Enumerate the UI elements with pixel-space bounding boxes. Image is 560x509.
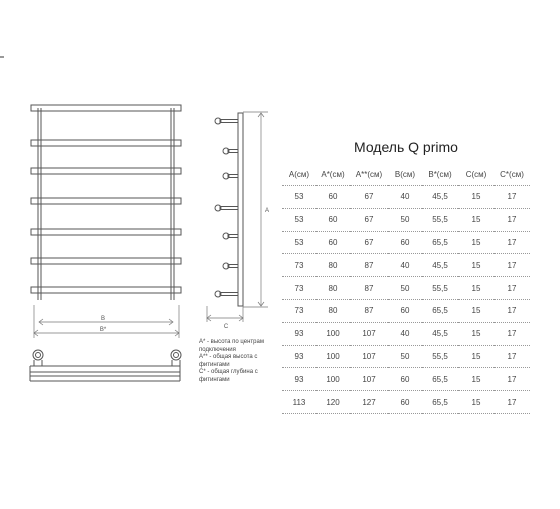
table-cell: 53 <box>282 186 316 209</box>
header-a: A(см) <box>282 163 316 186</box>
rung-6 <box>31 258 181 264</box>
table-cell: 17 <box>494 231 530 254</box>
table-row <box>282 391 530 414</box>
table-cell: 15 <box>458 208 494 231</box>
table-cell: 60 <box>388 299 422 322</box>
side-view <box>215 113 243 306</box>
table-cell: 53 <box>282 231 316 254</box>
table-cell: 60 <box>316 186 350 209</box>
table-cell: 67 <box>350 208 388 231</box>
table-cell: 17 <box>494 186 530 209</box>
table-row <box>282 277 530 300</box>
top-right-fitting <box>171 350 181 360</box>
table-cell: 67 <box>350 231 388 254</box>
table-cell: 80 <box>316 299 350 322</box>
table-cell: 15 <box>458 345 494 368</box>
rung-1 <box>31 105 181 111</box>
table-cell: 17 <box>494 277 530 300</box>
table-cell: 17 <box>494 299 530 322</box>
table-header-row <box>282 163 530 186</box>
dimension-b <box>34 305 179 338</box>
spec-table <box>282 163 530 414</box>
table-cell: 55,5 <box>422 345 458 368</box>
table-cell: 50 <box>388 208 422 231</box>
table-cell: 107 <box>350 345 388 368</box>
table-row <box>282 186 530 209</box>
table-cell: 15 <box>458 391 494 414</box>
table-cell: 93 <box>282 368 316 391</box>
table-cell: 45,5 <box>422 322 458 345</box>
table-cell: 100 <box>316 322 350 345</box>
side-fitting-3 <box>223 173 238 179</box>
table-cell: 113 <box>282 391 316 414</box>
table-cell: 40 <box>388 186 422 209</box>
table-cell: 40 <box>388 254 422 277</box>
table-cell: 65,5 <box>422 368 458 391</box>
notes <box>199 339 269 385</box>
table-cell: 50 <box>388 277 422 300</box>
rung-5 <box>31 229 181 235</box>
table-cell: 17 <box>494 208 530 231</box>
side-fitting-6 <box>223 263 238 269</box>
rung-2 <box>31 140 181 146</box>
table-cell: 15 <box>458 254 494 277</box>
table-cell: 60 <box>388 391 422 414</box>
table-cell: 55,5 <box>422 277 458 300</box>
model-title: Модель Q primo <box>354 139 458 155</box>
table-cell: 65,5 <box>422 391 458 414</box>
table-row <box>282 208 530 231</box>
table-cell: 17 <box>494 254 530 277</box>
header-a-star: A*(см) <box>316 163 350 186</box>
table-row <box>282 345 530 368</box>
table-cell: 60 <box>388 368 422 391</box>
table-cell: 50 <box>388 345 422 368</box>
table-row <box>282 299 530 322</box>
table-cell: 15 <box>458 231 494 254</box>
table-cell: 100 <box>316 368 350 391</box>
side-fitting-5 <box>223 233 238 239</box>
side-fittings <box>215 118 238 297</box>
front-rungs <box>31 105 181 293</box>
table-cell: 87 <box>350 299 388 322</box>
table-cell: 107 <box>350 368 388 391</box>
table-cell: 100 <box>316 345 350 368</box>
table-cell: 80 <box>316 254 350 277</box>
label-b: B <box>100 316 106 322</box>
table-cell: 17 <box>494 345 530 368</box>
side-fitting-4 <box>215 205 238 211</box>
table-cell: 80 <box>316 277 350 300</box>
table-cell: 67 <box>350 186 388 209</box>
table-cell: 55,5 <box>422 208 458 231</box>
side-fitting-1 <box>215 118 238 124</box>
label-c: C <box>223 324 229 330</box>
table-row <box>282 322 530 345</box>
table-cell: 17 <box>494 391 530 414</box>
table-cell: 53 <box>282 208 316 231</box>
table-cell: 60 <box>316 208 350 231</box>
table-cell: 93 <box>282 322 316 345</box>
note-c-star: C* - общая глубина с фитингами <box>199 369 258 383</box>
label-b-star: B* <box>99 327 107 333</box>
dimension-c <box>207 306 243 322</box>
table-cell: 120 <box>316 391 350 414</box>
table-cell: 45,5 <box>422 254 458 277</box>
table-cell: 60 <box>316 231 350 254</box>
top-left-fitting <box>33 350 43 360</box>
table-cell: 15 <box>458 299 494 322</box>
table-body <box>282 186 530 414</box>
header-b: B(см) <box>388 163 422 186</box>
front-view <box>31 105 181 300</box>
side-fitting-2 <box>223 148 238 154</box>
table-cell: 15 <box>458 368 494 391</box>
header-c: C(см) <box>458 163 494 186</box>
table-cell: 93 <box>282 345 316 368</box>
table-cell: 65,5 <box>422 231 458 254</box>
table-cell: 73 <box>282 277 316 300</box>
table-row <box>282 231 530 254</box>
table-row <box>282 254 530 277</box>
top-view <box>30 350 181 381</box>
rung-3 <box>31 168 181 174</box>
header-a-star-star: A**(см) <box>350 163 388 186</box>
table-cell: 107 <box>350 322 388 345</box>
header-b-star: B*(см) <box>422 163 458 186</box>
side-fitting-7 <box>215 291 238 297</box>
table-row <box>282 368 530 391</box>
table-cell: 60 <box>388 231 422 254</box>
note-a-star-star: A** - общая высота с фитингами <box>199 354 258 368</box>
rung-7 <box>31 287 181 293</box>
rung-4 <box>31 198 181 204</box>
side-main-rail <box>238 113 243 306</box>
header-c-star: C*(см) <box>494 163 530 186</box>
note-a-star: A* - высота по центрам подключения <box>199 339 264 353</box>
table-cell: 17 <box>494 322 530 345</box>
table-cell: 15 <box>458 186 494 209</box>
table-cell: 15 <box>458 322 494 345</box>
table-cell: 45,5 <box>422 186 458 209</box>
table-cell: 17 <box>494 368 530 391</box>
table-cell: 87 <box>350 254 388 277</box>
table-cell: 40 <box>388 322 422 345</box>
table-cell: 73 <box>282 299 316 322</box>
table-cell: 65,5 <box>422 299 458 322</box>
table-cell: 87 <box>350 277 388 300</box>
table-cell: 127 <box>350 391 388 414</box>
label-a: A <box>265 208 270 214</box>
table-cell: 15 <box>458 277 494 300</box>
table-cell: 73 <box>282 254 316 277</box>
